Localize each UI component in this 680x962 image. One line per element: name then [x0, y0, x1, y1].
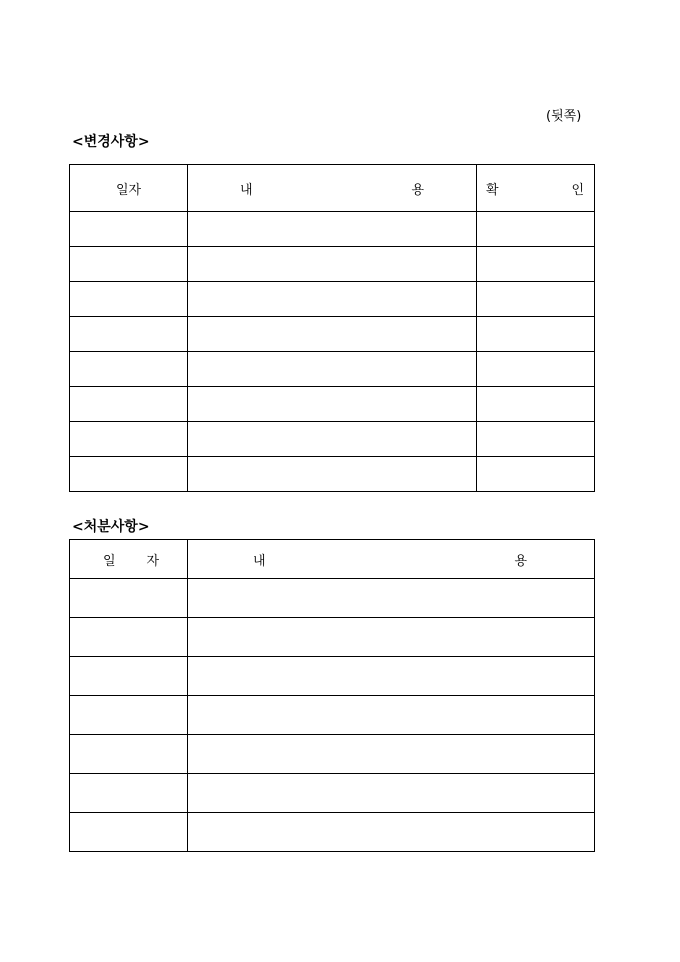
- actions-row: [70, 618, 595, 657]
- changes-cell-confirm[interactable]: [477, 457, 595, 492]
- changes-cell-date[interactable]: [70, 387, 188, 422]
- changes-header-confirm-left: 확: [486, 182, 499, 198]
- changes-header-date: [70, 165, 188, 212]
- actions-header-date-right: 자: [146, 553, 159, 569]
- actions-cell-date[interactable]: [70, 735, 188, 774]
- actions-cell-date[interactable]: [70, 657, 188, 696]
- changes-row: [70, 212, 595, 247]
- actions-header-date: [70, 540, 188, 579]
- changes-cell-date[interactable]: [70, 317, 188, 352]
- changes-cell-confirm[interactable]: [477, 282, 595, 317]
- actions-row: [70, 696, 595, 735]
- actions-cell-content[interactable]: [188, 696, 595, 735]
- actions-row: [70, 813, 595, 852]
- actions-cell-date[interactable]: [70, 774, 188, 813]
- changes-row: [70, 422, 595, 457]
- changes-header-date-label: 일자: [115, 182, 142, 198]
- changes-cell-date[interactable]: [70, 422, 188, 457]
- actions-table: [69, 539, 595, 852]
- actions-header-content-right: 용: [514, 553, 527, 569]
- actions-row: [70, 579, 595, 618]
- changes-cell-date[interactable]: [70, 457, 188, 492]
- changes-cell-confirm[interactable]: [477, 387, 595, 422]
- changes-header-confirm: [477, 165, 595, 212]
- actions-cell-content[interactable]: [188, 579, 595, 618]
- changes-cell-confirm[interactable]: [477, 317, 595, 352]
- changes-cell-date[interactable]: [70, 352, 188, 387]
- actions-cell-date[interactable]: [70, 579, 188, 618]
- changes-cell-confirm[interactable]: [477, 422, 595, 457]
- changes-row: [70, 352, 595, 387]
- changes-cell-content[interactable]: [188, 247, 477, 282]
- actions-header-content: [188, 540, 595, 579]
- actions-cell-content[interactable]: [188, 774, 595, 813]
- actions-cell-date[interactable]: [70, 813, 188, 852]
- changes-cell-content[interactable]: [188, 317, 477, 352]
- actions-header-date-left: 일: [103, 553, 116, 569]
- changes-cell-date[interactable]: [70, 247, 188, 282]
- changes-header-content-right: 용: [411, 182, 424, 198]
- actions-row: [70, 657, 595, 696]
- changes-cell-confirm[interactable]: [477, 212, 595, 247]
- changes-cell-content[interactable]: [188, 457, 477, 492]
- actions-header-content-left: 내: [253, 553, 266, 569]
- actions-cell-content[interactable]: [188, 657, 595, 696]
- changes-cell-date[interactable]: [70, 212, 188, 247]
- changes-row: [70, 387, 595, 422]
- actions-cell-date[interactable]: [70, 696, 188, 735]
- changes-cell-content[interactable]: [188, 422, 477, 457]
- changes-header-content: [188, 165, 477, 212]
- changes-row: [70, 317, 595, 352]
- changes-header-row: [70, 165, 595, 212]
- actions-header-row: [70, 540, 595, 579]
- changes-cell-content[interactable]: [188, 387, 477, 422]
- changes-row: [70, 282, 595, 317]
- changes-row: [70, 457, 595, 492]
- changes-section-title: <변경사항>: [72, 134, 150, 150]
- actions-cell-content[interactable]: [188, 618, 595, 657]
- changes-table: [69, 164, 595, 492]
- changes-cell-content[interactable]: [188, 352, 477, 387]
- actions-cell-content[interactable]: [188, 813, 595, 852]
- actions-row: [70, 735, 595, 774]
- changes-cell-content[interactable]: [188, 212, 477, 247]
- actions-cell-content[interactable]: [188, 735, 595, 774]
- changes-header-confirm-right: 인: [571, 182, 584, 198]
- changes-cell-date[interactable]: [70, 282, 188, 317]
- actions-row: [70, 774, 595, 813]
- changes-header-content-left: 내: [240, 182, 253, 198]
- page-side-label: (뒷쪽): [546, 109, 582, 124]
- actions-cell-date[interactable]: [70, 618, 188, 657]
- changes-cell-confirm[interactable]: [477, 247, 595, 282]
- actions-section-title: <처분사항>: [72, 519, 150, 535]
- changes-cell-confirm[interactable]: [477, 352, 595, 387]
- changes-cell-content[interactable]: [188, 282, 477, 317]
- changes-row: [70, 247, 595, 282]
